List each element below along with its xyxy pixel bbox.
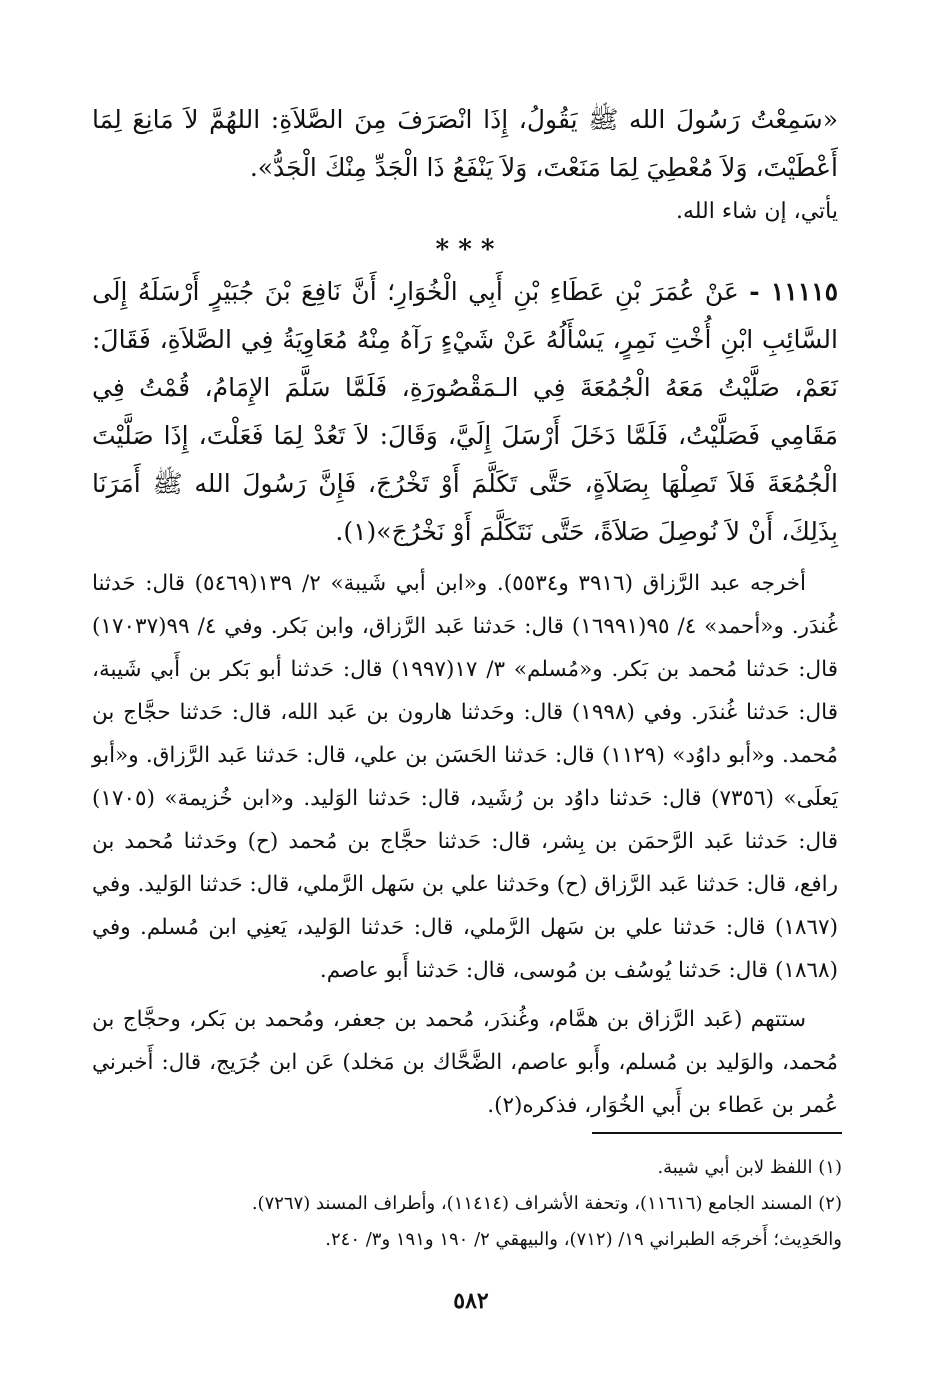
- hadith-paragraph: [92, 268, 838, 556]
- section-separator: * * *: [435, 235, 495, 265]
- footnotes: [102, 1150, 842, 1258]
- hadith-text: عَنْ عُمَرَ بْنِ عَطَاءِ بْنِ أَبِي الْخُوَارِ؛ أَنَّ نَافِعَ بْنَ جُبَيْرٍ أَرْسَلَهُ إِلَى السَّائِبِ ابْنِ أُخْتِ نَمِرٍ، يَسْأَلُهُ عَنْ شَيْءٍ رَآهُ مِنْهُ مُعَاوِيَةُ فِي الصَّلاَةِ، فَقَالَ: نَعَمْ، صَلَّيْتُ مَعَهُ الْجُمُعَةَ فِي الـمَقْصُورَةِ، فَلَمَّا سَلَّمَ الإِمَامُ، قُمْتُ فِي مَقَامِي فَصَلَّيْتُ، فَلَمَّا دَخَلَ أَرْسَلَ إِلَيَّ، وَقَالَ: لاَ تَعُدْ لِمَا فَعَلْتَ، إِذَا صَلَّيْتَ الْجُمُعَةَ فَلاَ تَصِلْهَا بِصَلاَةٍ، حَتَّى تَكَلَّمَ أَوْ تَخْرُجَ، فَإِنَّ رَسُولَ الله ﷺ أَمَرَنَا بِذَلِكَ، أَنْ لاَ نُوصِلَ صَلاَةً، حَتَّى نَتَكَلَّمَ أَوْ نَخْرُجَ»(١).: [92, 277, 838, 546]
- takhrij-paragraph-2: ستتهم (عَبد الرَّزاق بن همَّام، وغُندَر، مُحمد بن جعفر، ومُحمد بن بَكر، وحجَّاج بن مُحمد، والوَليد بن مُسلم، وأَبو عاصم، الضَّحَّاك بن مَخلد) عَن ابن جُرَيج، قال: أَخبرني عُمر بن عَطاء بن أَبي الخُوَار، فذكره(٢).: [92, 1007, 838, 1118]
- page-number: ٥٨٢: [453, 1288, 489, 1314]
- footnote-1: (١) اللفظ لابن أبي شيبة.: [657, 1157, 842, 1178]
- footnote-divider: [592, 1132, 842, 1134]
- footnote-2-continued: والحَدِيث؛ أَخرجَه الطبراني ١٩/ (٧١٢)، والبيهقي ٢/ ١٩٠ و١٩١ و٣/ ٢٤٠.: [325, 1229, 842, 1250]
- takhrij-paragraph-1: أخرجه عبد الرَّزاق (٣٩١٦ و٥٥٣٤). و«ابن أبي شَيبة» ٢/ ١٣٩(٥٤٦٩) قال: حَدثنا غُندَر. و«أحمد» ٤/ ٩٥(١٦٩٩١) قال: حَدثنا عَبد الرَّزاق، وابن بَكر. وفي ٤/ ٩٩(١٧٠٣٧) قال: حَدثنا مُحمد بن بَكر. و«مُسلم» ٣/ ١٧(١٩٩٧) قال: حَدثنا أبو بَكر بن أَبي شَيبة، قال: حَدثنا غُندَر. وفي (١٩٩٨) قال: وحَدثنا هارون بن عَبد الله، قال: حَدثنا حجَّاج بن مُحمد. و«أبو داوُد» (١١٢٩) قال: حَدثنا الحَسَن بن علي، قال: حَدثنا عَبد الرَّزاق. و«أبو يَعلَى» (٧٣٥٦) قال: حَدثنا داوُد بن رُشَيد، قال: حَدثنا الوَليد. و«ابن خُزيمة» (١٧٠٥) قال: حَدثنا عَبد الرَّحمَن بن بِشر، قال: حَدثنا حجَّاج بن مُحمد (ح) وحَدثنا مُحمد بن رافع، قال: حَدثنا عَبد الرَّزاق (ح) وحَدثنا علي بن سَهل الرَّملي، قال: حَدثنا الوَليد. وفي (١٨٦٧) قال: حَدثنا علي بن سَهل الرَّملي، قال: حَدثنا الوَليد، يَعنِي ابن مُسلم. وفي (١٨٦٨) قال: حَدثنا يُوسُف بن مُوسى، قال: حَدثنا أَبو عاصم.: [92, 571, 839, 983]
- opening-hadith-note: يأتي، إن شاء الله.: [675, 199, 838, 224]
- hadith-number: ١١١١٥ -: [749, 277, 838, 306]
- footnote-2: (٢) المسند الجامع (١١٦١٦)، وتحفة الأشراف (١١٤١٤)، وأطراف المسند (٧٢٦٧).: [251, 1193, 842, 1214]
- page-body: [92, 96, 838, 1127]
- opening-hadith-text: «سَمِعْتُ رَسُولَ الله ﷺ يَقُولُ، إِذَا انْصَرَفَ مِنَ الصَّلاَةِ: اللهُمَّ لاَ مَانِعَ لِمَا أَعْطَيْتَ، وَلاَ مُعْطِيَ لِمَا مَنَعْتَ، وَلاَ يَنْفَعُ ذَا الْجَدِّ مِنْكَ الْجَدُّ».: [92, 105, 838, 182]
